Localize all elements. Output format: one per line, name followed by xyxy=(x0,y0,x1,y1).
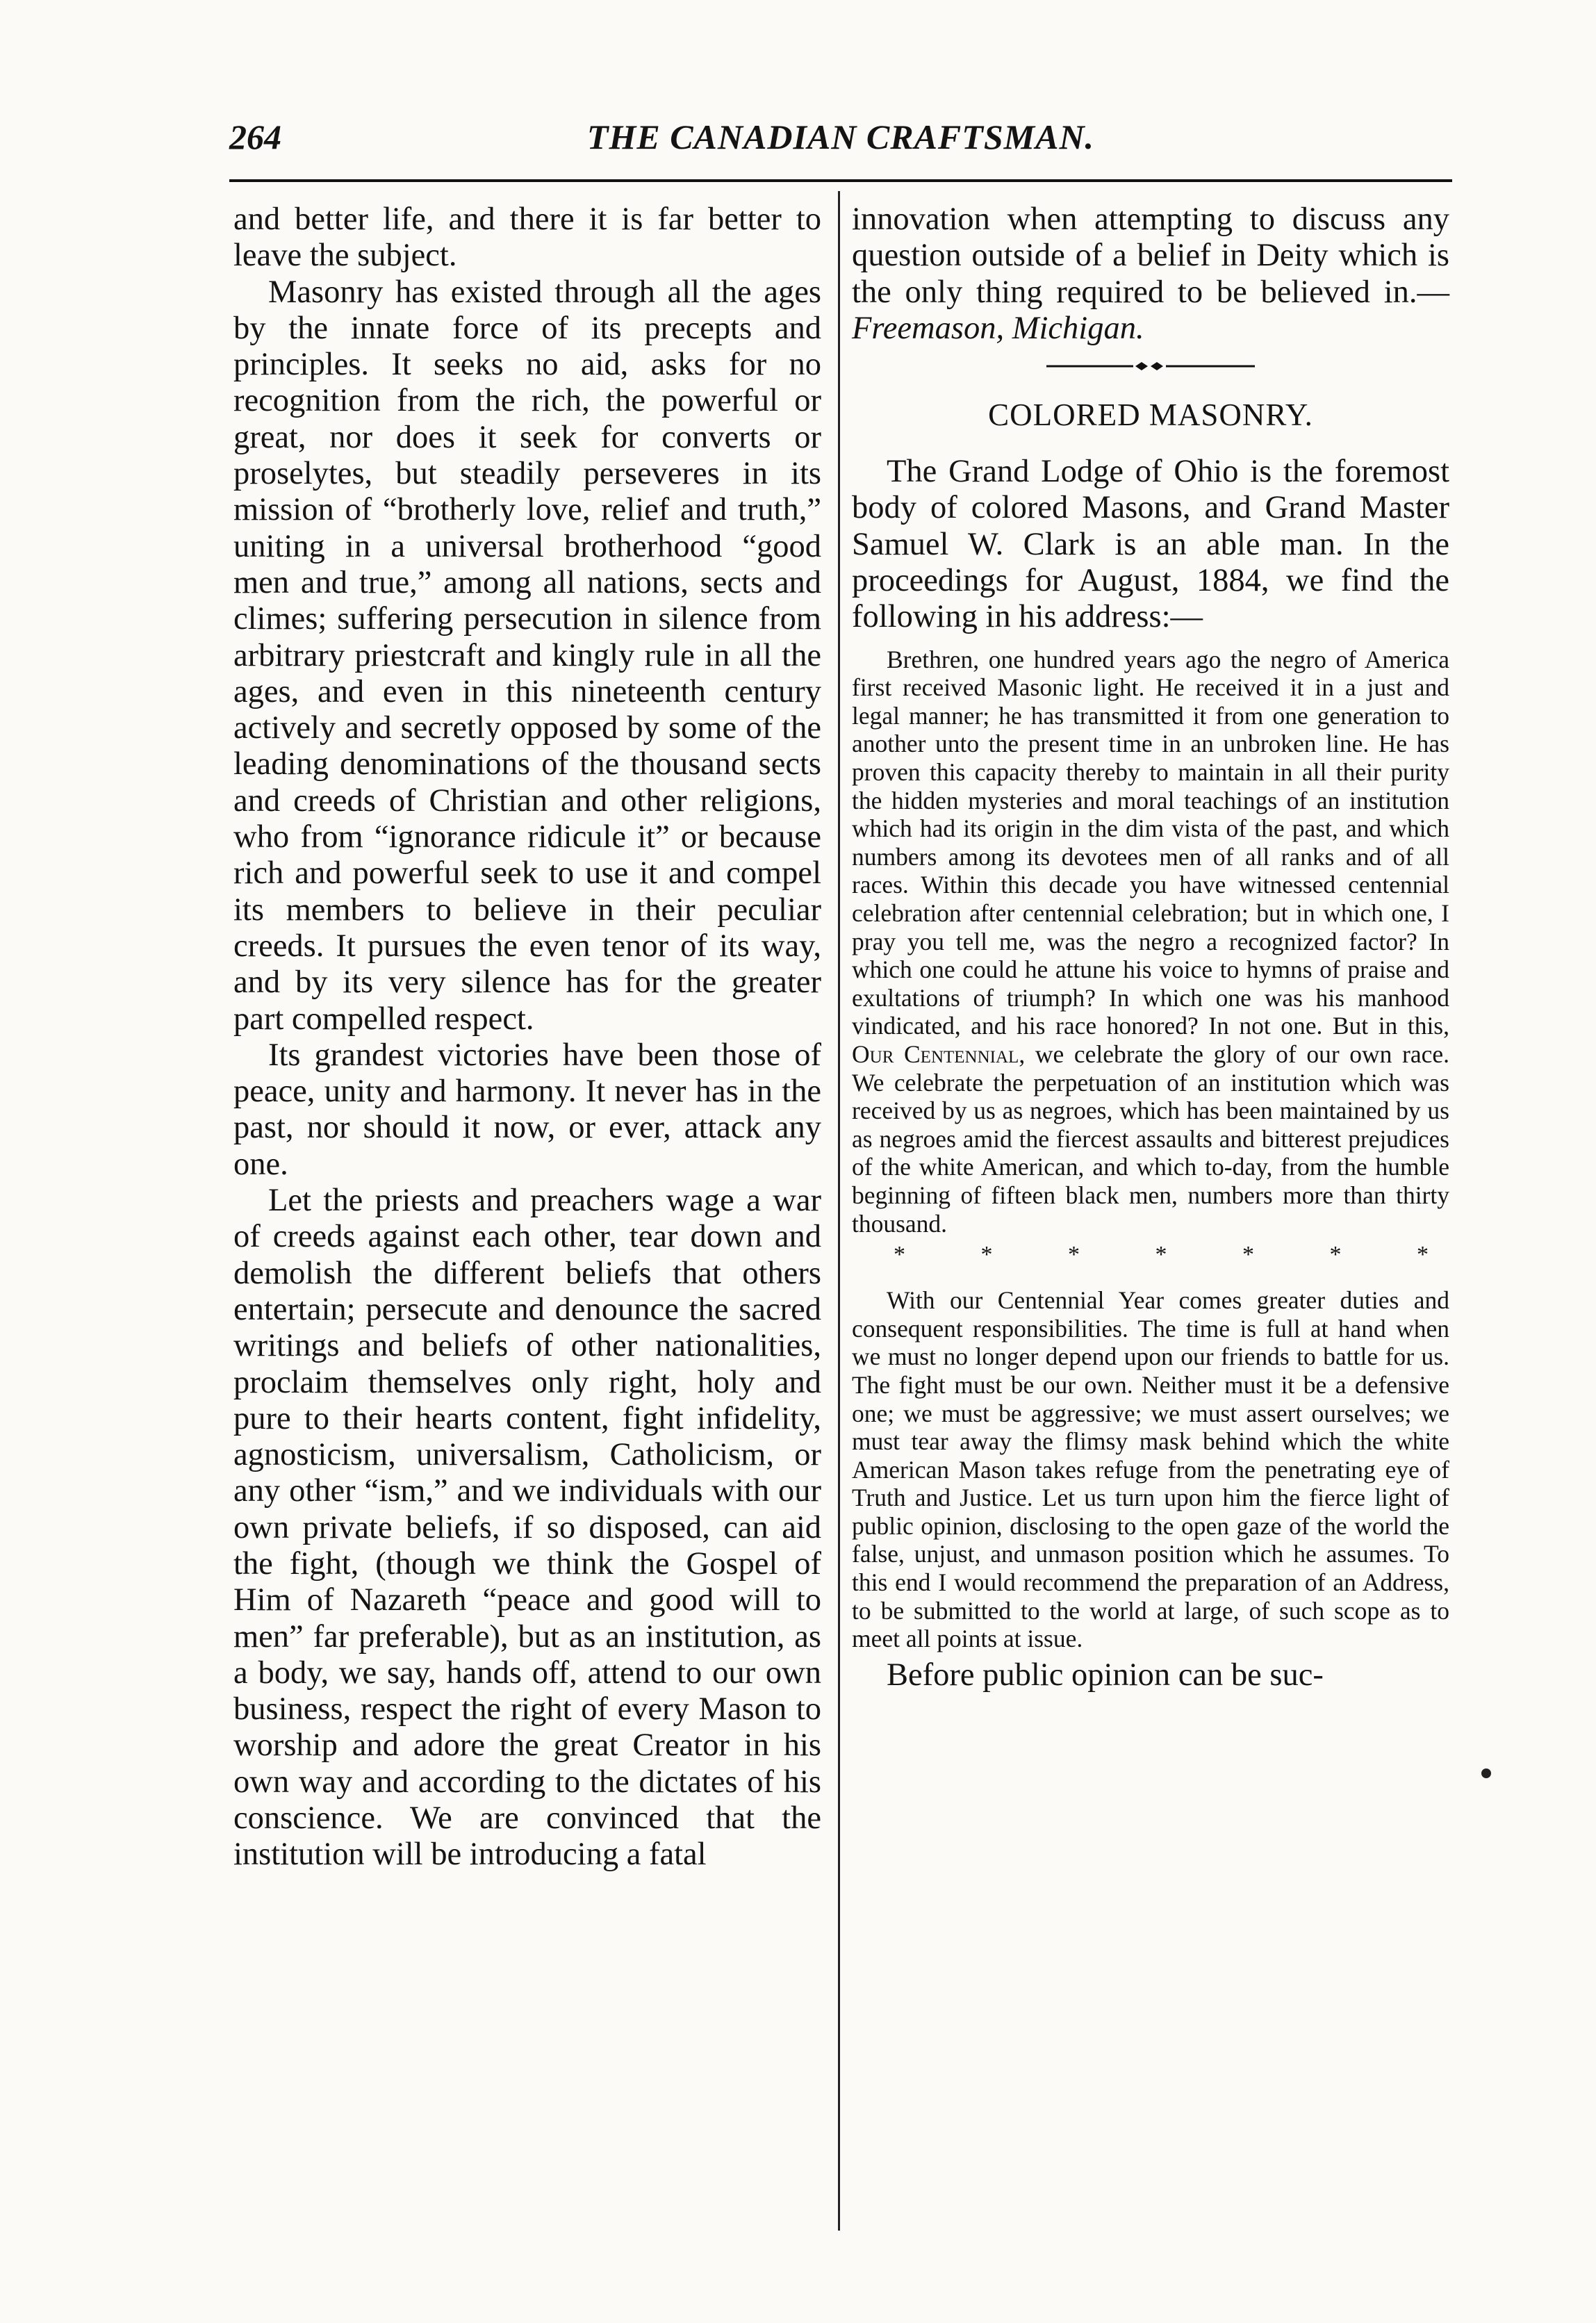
running-title: THE CANADIAN CRAFTSMAN. xyxy=(586,117,1095,156)
left-paragraph-4: Let the priests and preachers wage a war of creeds against each other, tear down and demolish the different beliefs that others entertain; persecute and denounce the sacred writings and beliefs of other nationalities, proclaim themselves only right, holy and pure to their hearts content, fight infidelity, agnosticism, universalism, Catholicism, or any other “ism,” and we individuals with our own private beliefs, if so disposed, can aid the fight, (though we think the Gospel of Him of Nazareth “peace and good will to men” far preferable), but as an institution, as a body, we say, hands off, attend to our own business, respect the right of every Mason to worship and adore the great Creator in his own way and according to the dictates of his conscience. We are convinced that the institution will be introducing a fatal xyxy=(233,1183,821,1873)
star-2: * xyxy=(980,1242,993,1268)
article-intro: The Grand Lodge of Ohio is the foremost body of colored Masons, and Grand Master Samuel W. Clark is an able man. In the proceedings for August, 1884, we find the following in his address:— xyxy=(852,454,1449,635)
left-column xyxy=(233,202,821,1873)
left-paragraph-2: Masonry has existed through all the ages by the innate force of its precepts and principles. It seeks no aid, asks for no recognition from the rich, the powerful or great, nor does it seek for converts or proselytes, but steadily perseveres in its mission of “brotherly love, relief and truth,” uniting in a universal brotherhood “good men and true,” among all nations, sects and climes; suffering persecution in silence from arbitrary priestcraft and kingly rule in all the ages, and even in this nineteenth century actively and secretly opposed by some of the leading denominations of the thousand sects and creeds of Christian and other religions, who from “ignorance ridicule it” or because rich and powerful seek to use it and compel its members to believe in their peculiar creeds. It pursues the even tenor of its way, and by its very silence has for the greater part compelled respect. xyxy=(233,274,821,1037)
column-divider xyxy=(838,191,840,2231)
right-column xyxy=(852,202,1449,1693)
star-4: * xyxy=(1155,1242,1167,1268)
star-7: * xyxy=(1417,1242,1429,1268)
quoted-address-part-2: With our Centennial Year comes greater duties and consequent responsibilities. The time is full at hand when we must no longer depend upon our friends to battle for us. The fight must be our own. Neither must it be a defensive one; we must be aggressive; we must assert ourselves; we must tear away the flimsy mask behind which the white American Mason takes refuge from the penetrating eye of Truth and Justice. Let us turn upon him the fierce light of public opinion, disclosing to the open gaze of the world the false, unjust, and unmason position which he assumes. To this end I would recommend the preparation of an Address, to be submitted to the world at large, of such scope as to meet all points at issue. xyxy=(852,1286,1449,1653)
closing-line: Before public opinion can be suc- xyxy=(887,1657,1324,1693)
star-3: * xyxy=(1068,1242,1080,1268)
source-citation: Freemason, Michigan. xyxy=(852,310,1144,346)
page-number: 264 xyxy=(229,117,281,156)
header-rule xyxy=(229,179,1452,182)
page-header xyxy=(229,117,1452,165)
margin-mark xyxy=(1481,1768,1491,1778)
quote1-before: Brethren, one hundred years ago the negro of America first received Masonic light. He received it in a just and legal manner; he has transmitted it from one generation to another unto the present time in an unbroken line. He has proven this capacity thereby to maintain in all their purity the hidden mysteries and moral teachings of an institution which had its origin in the dim vista of the past, and which numbers among its devotees men of all ranks and of all races. Within this decade you have witnessed centennial celebration after centennial celebration; but in which one, I pray you tell me, was the negro a recognized factor? In which one could he attune his voice to hymns of praise and exultations of triumph? In which one was his manhood vindicated, and his race honored? In not one. But in this, xyxy=(852,645,1449,1040)
article-heading: COLORED MASONRY. xyxy=(988,397,1313,433)
left-paragraph-1: and better life, and there it is far better to leave the subject. xyxy=(233,202,821,274)
quoted-address-part-1 xyxy=(852,646,1449,1238)
ornamental-separator xyxy=(1046,361,1255,372)
star-6: * xyxy=(1329,1242,1342,1268)
left-paragraph-3: Its grandest victories have been those of peace, unity and harmony. It never has in the past, nor should it now, or ever, attack any one. xyxy=(233,1037,821,1182)
our-centennial-smallcaps: Our Centennial xyxy=(852,1040,1019,1068)
star-1: * xyxy=(894,1242,905,1268)
right-paragraph-1 xyxy=(852,202,1449,347)
asterism-row xyxy=(852,1243,1449,1267)
star-5: * xyxy=(1242,1242,1254,1268)
quote1-after: , we celebrate the glory of our own race. We celebrate the perpetuation of an institution which was received by us as negroes, which has been maintained by us as negroes amid the fiercest assaults and bitterest prejudices of the white American, and which to-day, from the humble beginning of fifteen black men, numbers more than thirty thousand. xyxy=(852,1040,1450,1238)
right-paragraph-1-text: innovation when attempting to discuss any question outside of a belief in Deity which is the only thing required to be believed in.— xyxy=(852,202,1449,310)
